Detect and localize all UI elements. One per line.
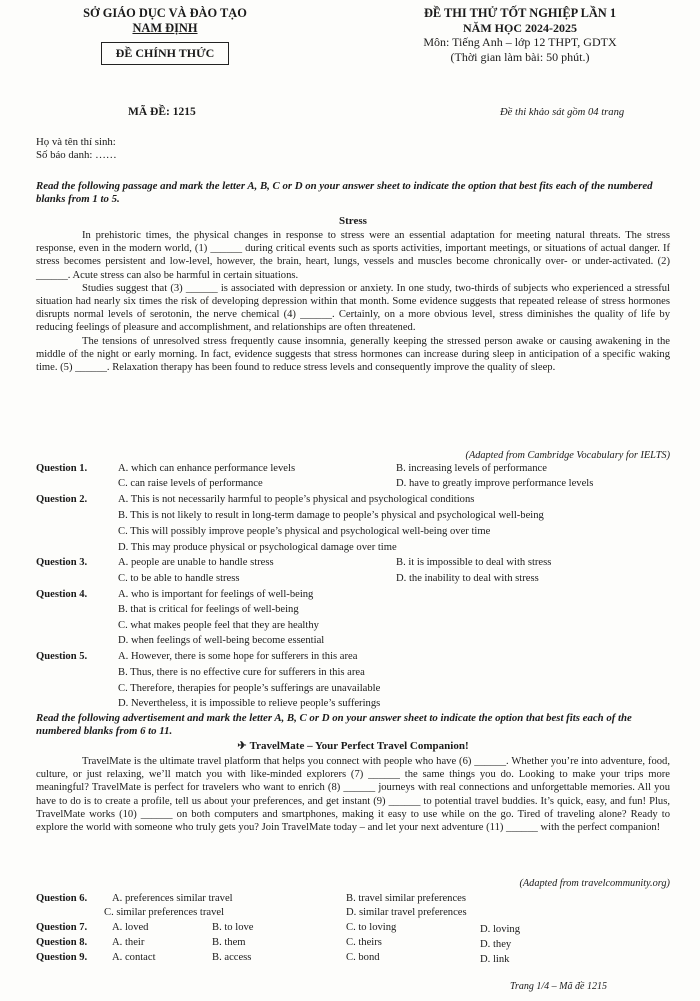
option-c[interactable]: C. to loving <box>346 922 397 933</box>
section2-instruction: Read the following advertisement and mark the letter A, B, C or D on your answer sheet to indicate the option that best fits each of the numbered blanks from 6 to 11. <box>36 712 632 737</box>
option-b[interactable]: B. them <box>212 937 246 948</box>
option-d[interactable]: D. when feelings of well-being become essential <box>118 635 325 646</box>
option-a[interactable]: A. their <box>112 937 145 948</box>
option-a[interactable]: A. contact <box>112 952 156 963</box>
question-label: Question 7. <box>36 922 88 933</box>
passage-paragraph: In prehistoric times, the physical changes in response to stress were an essential adaptation for meeting natural threats. The stress response, even in the modern world, (1) ______ during critical events such as sports activities, important meetings, or situations of actual danger. If stress becomes persistent and low-level, however, the brain, heart, lungs, vessels and muscles become chronically over- or under-activated. (2) ______. Acute stress can also be harmful in certain situations. <box>36 230 670 281</box>
question-label: Question 1. <box>36 463 88 474</box>
exam-title: ĐỀ THI THỬ TỐT NGHIỆP LẦN 1 <box>423 6 617 20</box>
ad-body: TravelMate is the ultimate travel platform that helps you connect with people who have (6) ______. Whether you’re into adventure, food, culture, or just relaxing, we’ll match you with like-minded explorers (7) ______ the same things you do. Looking to make your trips more meaningful? TravelMate is perfect for travelers who want to enrich (8) ______ journeys with real connections and unforgettable memories. All you have to do is to create a profile, tell us about your preferences, and get instant (9) ______ to potential travel buddies. It’s quick, easy, and fun! Plus, TravelMate works (10) ______ on both computers and smartphones, making it easy to use while on the go. Tired of traveling alone? Ready to explore the world with someone who truly gets you? Join TravelMate today – and let your next adventure (11) ______ with the perfect companion! <box>36 756 670 834</box>
question-label: Question 6. <box>36 893 88 904</box>
subject: Môn: Tiếng Anh – lớp 12 THPT, GDTX <box>423 35 617 49</box>
option-d[interactable]: D. the inability to deal with stress <box>396 573 539 584</box>
candidate-name-label: Họ và tên thí sinh: <box>36 136 116 148</box>
official-stamp: ĐỀ CHÍNH THỨC <box>101 42 230 65</box>
option-d[interactable]: D. they <box>480 939 512 950</box>
option-b[interactable]: B. increasing levels of performance <box>396 463 547 474</box>
exam-info-block <box>360 6 680 64</box>
option-a[interactable]: A. who is important for feelings of well-being <box>118 589 314 600</box>
option-b[interactable]: B. travel similar preferences <box>346 893 467 904</box>
option-b[interactable]: B. to love <box>212 922 254 933</box>
option-c[interactable]: C. can raise levels of performance <box>118 478 263 489</box>
question-label: Question 8. <box>36 937 88 948</box>
option-b[interactable]: B. Thus, there is no effective cure for sufferers in this area <box>118 667 365 678</box>
passage-source: (Adapted from Cambridge Vocabulary for IELTS) <box>465 450 670 461</box>
school-year: NĂM HỌC 2024-2025 <box>463 20 577 35</box>
page-count-note: Đề thi khảo sát gồm 04 trang <box>500 107 625 118</box>
option-d[interactable]: D. link <box>480 954 510 965</box>
candidate-id-label: Số báo danh: …… <box>36 148 117 161</box>
option-b[interactable]: B. it is impossible to deal with stress <box>396 557 552 568</box>
passage-paragraph: The tensions of unresolved stress frequently cause insomnia, generally keeping the stressed person awake or causing awakening in the middle of the night or early morning. In fact, evidence suggests that stress hormones can increase during sleep in anticipation of a specific waking time. (5) ______. Relaxation therapy has been found to reduce stress levels and consequently improve the quality of sleep. <box>36 335 670 374</box>
option-d[interactable]: D. This may produce physical or psychological damage over time <box>118 542 397 553</box>
option-c[interactable]: C. to be able to handle stress <box>118 573 240 584</box>
option-b[interactable]: B. that is critical for feelings of well-being <box>118 604 299 615</box>
question-label: Question 3. <box>36 557 88 568</box>
option-c[interactable]: C. theirs <box>346 937 382 948</box>
option-a[interactable]: A. However, there is some hope for sufferers in this area <box>118 651 358 662</box>
passage <box>36 229 670 374</box>
province-name: NAM ĐỊNH <box>132 21 198 35</box>
exam-code: MÃ ĐỀ: 1215 <box>128 106 196 118</box>
option-d[interactable]: D. have to greatly improve performance levels <box>396 478 594 489</box>
section1-instruction: Read the following passage and mark the letter A, B, C or D on your answer sheet to indicate the option that best fits each of the numbered blanks from 1 to 5. <box>36 180 653 205</box>
option-c[interactable]: C. similar preferences travel <box>104 907 225 918</box>
time-limit: (Thời gian làm bài: 50 phút.) <box>450 49 590 64</box>
passage-paragraph: Studies suggest that (3) ______ is associated with depression or anxiety. In one study, two-thirds of subjects who experienced a stressful situation had nearly six times the risk of developing depression within that month. Some evidence suggests that repeated release of stress hormones disrupts normal levels of serotonin, the nerve chemical (4) ______. Certainly, on a more obvious level, stress diminishes the quality of life by reducing feelings of pleasure and accomplishment, and relationships are often threatened. <box>36 282 670 334</box>
airplane-icon: ✈ <box>237 740 247 752</box>
option-a[interactable]: A. This is not necessarily harmful to people’s physical and psychological conditions <box>118 494 475 505</box>
candidate-info <box>36 136 117 161</box>
option-d[interactable]: D. similar travel preferences <box>346 907 467 918</box>
question-label: Question 5. <box>36 651 88 662</box>
option-d[interactable]: D. Nevertheless, it is impossible to relieve people’s sufferings <box>118 698 381 709</box>
ad-source: (Adapted from travelcommunity.org) <box>519 878 670 889</box>
option-b[interactable]: B. access <box>212 952 252 963</box>
issuer-block <box>40 6 290 65</box>
option-b[interactable]: B. This is not likely to result in long-term damage to people’s physical and psychological well-being <box>118 510 544 521</box>
option-a[interactable]: A. loved <box>112 922 149 933</box>
option-c[interactable]: C. bond <box>346 952 380 963</box>
question-label: Question 4. <box>36 589 88 600</box>
question-label: Question 2. <box>36 494 88 505</box>
ad-title: TravelMate – Your Perfect Travel Companion! <box>249 740 469 752</box>
option-c[interactable]: C. This will possibly improve people’s physical and psychological well-being over time <box>118 526 491 537</box>
option-d[interactable]: D. loving <box>480 924 521 935</box>
department-name: SỞ GIÁO DỤC VÀ ĐÀO TẠO <box>83 6 247 20</box>
ad-title-row <box>36 740 670 753</box>
option-a[interactable]: A. which can enhance performance levels <box>118 463 296 474</box>
passage-title: Stress <box>339 215 367 227</box>
option-c[interactable]: C. what makes people feel that they are healthy <box>118 620 319 631</box>
option-a[interactable]: A. preferences similar travel <box>112 893 233 904</box>
page-footer: Trang 1/4 – Mã đề 1215 <box>510 981 607 992</box>
option-a[interactable]: A. people are unable to handle stress <box>118 557 274 568</box>
question-label: Question 9. <box>36 952 88 963</box>
option-c[interactable]: C. Therefore, therapies for people’s sufferings are unavailable <box>118 683 381 694</box>
advertisement <box>36 755 670 834</box>
